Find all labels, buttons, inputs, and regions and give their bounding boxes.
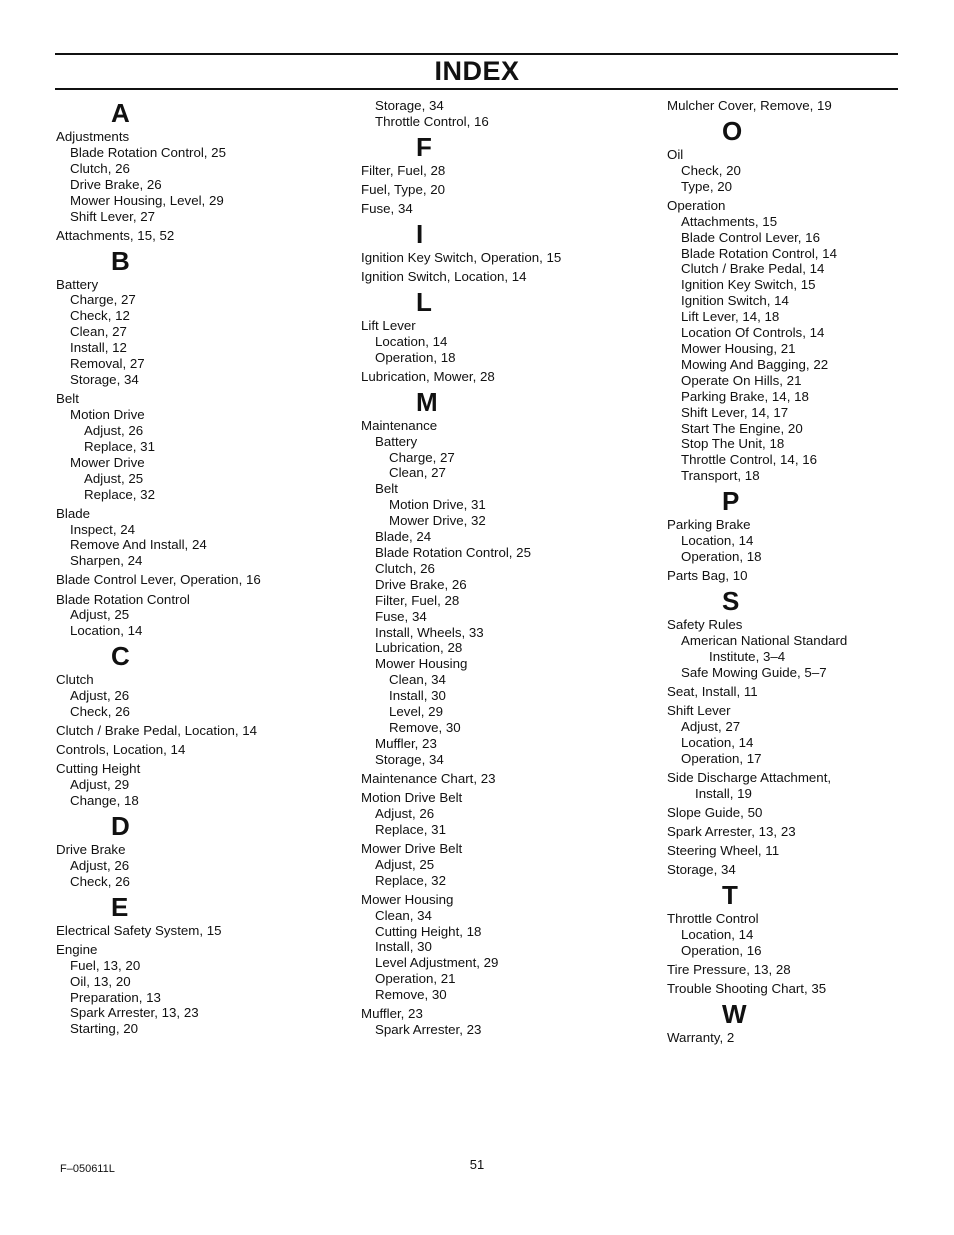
index-subentry: Adjust, 25: [70, 607, 130, 623]
index-subentry: Location, 14: [375, 333, 448, 349]
index-subentry: Install, 30: [375, 939, 432, 955]
index-subentry: Clutch, 26: [375, 560, 435, 576]
index-subentry: Clean, 27: [389, 465, 446, 481]
index-subentry: Adjust, 26: [70, 688, 130, 704]
index-subentry: Attachments, 15: [681, 213, 778, 229]
index-entry: Safety Rules: [667, 616, 743, 632]
index-subentry: Safe Mowing Guide, 5–7: [681, 664, 827, 680]
index-subentry: Check, 26: [70, 704, 130, 720]
index-entry: Spark Arrester, 13, 23: [667, 823, 796, 839]
index-subentry: Sharpen, 24: [70, 553, 143, 569]
index-letter-heading: A: [111, 98, 130, 128]
index-subentry: Throttle Control, 14, 16: [681, 452, 817, 468]
index-subentry: Clutch, 26: [70, 160, 130, 176]
index-subentry: Spark Arrester, 23: [375, 1022, 482, 1038]
index-entry: Drive Brake: [56, 842, 126, 858]
index-subentry: Start The Engine, 20: [681, 420, 803, 436]
index-subentry: Transport, 18: [681, 468, 760, 484]
index-subentry: Drive Brake, 26: [70, 176, 162, 192]
index-subentry: Drive Brake, 26: [375, 576, 467, 592]
index-subentry: Charge, 27: [389, 449, 455, 465]
index-subentry: Mower Housing, 21: [681, 340, 796, 356]
index-subentry: Install, 12: [70, 340, 127, 356]
index-subentry: Replace, 32: [375, 872, 446, 888]
index-subentry: Adjust, 26: [375, 805, 435, 821]
index-entry: Engine: [56, 941, 98, 957]
index-entry: Controls, Location, 14: [56, 742, 186, 758]
index-subentry: Adjust, 29: [70, 777, 130, 793]
index-subentry: Fuel, 13, 20: [70, 957, 141, 973]
index-subentry: Mower Housing: [375, 656, 468, 672]
index-subentry: Oil, 13, 20: [70, 973, 131, 989]
index-column-2: [361, 98, 646, 1038]
index-subentry: Install, 30: [389, 688, 446, 704]
index-entry: Ignition Key Switch, Operation, 15: [361, 249, 562, 265]
document-code: F–050611L: [60, 1163, 115, 1175]
index-letter-heading: F: [416, 131, 432, 162]
index-entry: Clutch / Brake Pedal, Location, 14: [56, 723, 258, 739]
index-entry: Lubrication, Mower, 28: [361, 368, 495, 384]
index-subentry: Shift Lever, 27: [70, 208, 156, 224]
index-entry: Side Discharge Attachment,: [667, 769, 832, 785]
index-entry: Ignition Switch, Location, 14: [361, 269, 527, 284]
index-subentry: Starting, 20: [70, 1021, 139, 1037]
index-entry: Parking Brake: [667, 517, 751, 533]
index-subentry: Clean, 34: [389, 672, 446, 688]
index-letter-heading: I: [416, 218, 424, 249]
index-subentry: Motion Drive, 31: [389, 497, 486, 513]
index-subentry: Clutch / Brake Pedal, 14: [681, 261, 825, 277]
index-entry: Adjustments: [56, 129, 130, 144]
index-subentry: Location, 14: [681, 734, 754, 750]
index-subentry: Level Adjustment, 29: [375, 955, 499, 971]
index-subentry: Lift Lever, 14, 18: [681, 309, 780, 325]
index-subentry: Adjust, 26: [70, 857, 130, 873]
index-letter-heading: S: [722, 585, 740, 616]
index-subentry: Operation, 17: [681, 750, 762, 766]
index-entry: Clutch: [56, 672, 94, 688]
index-subentry: Replace, 32: [84, 486, 155, 502]
index-entry: Belt: [56, 391, 79, 407]
index-entry: Filter, Fuel, 28: [361, 162, 446, 178]
index-entry: Trouble Shooting Chart, 35: [667, 980, 827, 996]
index-entry: Storage, 34: [667, 861, 736, 877]
index-subentry: Removal, 27: [70, 356, 145, 372]
index-subentry: Storage, 34: [375, 98, 444, 113]
index-subentry: Clean, 34: [375, 907, 432, 923]
index-subentry: Blade Rotation Control, 14: [681, 245, 837, 261]
index-letter-heading: B: [111, 245, 130, 276]
title-rule: [55, 88, 898, 90]
index-subentry: Replace, 31: [84, 438, 155, 454]
index-subentry: Muffler, 23: [375, 735, 437, 751]
index-entry: Battery: [56, 276, 99, 292]
index-letter-heading: E: [111, 891, 129, 922]
index-letter-heading: T: [722, 879, 738, 910]
index-entry: Mower Drive Belt: [361, 840, 463, 856]
index-subentry: Clean, 27: [70, 324, 127, 340]
index-subentry: Mower Drive: [70, 454, 145, 470]
index-letter-heading: W: [722, 998, 747, 1029]
index-subentry: Check, 26: [70, 873, 130, 889]
index-entry: Warranty, 2: [667, 1029, 735, 1045]
index-subentry: Preparation, 13: [70, 989, 161, 1005]
page-number: 51: [469, 1157, 485, 1172]
index-subentry: Blade, 24: [375, 529, 432, 545]
index-subentry: Lubrication, 28: [375, 640, 463, 656]
index-subentry: Filter, Fuel, 28: [375, 592, 460, 608]
index-subentry: Location, 14: [70, 623, 143, 639]
index-letter-heading: P: [722, 486, 740, 517]
index-subentry: Adjust, 25: [84, 470, 144, 486]
index-subentry: Change, 18: [70, 793, 139, 809]
index-subentry: Install, 19: [695, 785, 752, 801]
index-entry: Oil: [667, 146, 684, 162]
index-subentry: Cutting Height, 18: [375, 923, 482, 939]
index-letter-heading: O: [722, 115, 743, 146]
index-entry: Attachments, 15, 52: [56, 227, 175, 243]
index-entry: Shift Lever: [667, 702, 731, 718]
index-subentry: Ignition Key Switch, 15: [681, 277, 816, 293]
index-subentry: Mower Housing, Level, 29: [70, 192, 224, 208]
index-subentry: Check, 12: [70, 308, 130, 324]
index-subentry: Stop The Unit, 18: [681, 436, 785, 452]
index-subentry: Location, 14: [681, 533, 754, 549]
index-entry: Muffler, 23: [361, 1006, 423, 1022]
index-subentry: Motion Drive: [70, 406, 145, 422]
index-letter-heading: L: [416, 286, 432, 317]
index-subentry: Operation, 18: [681, 548, 762, 564]
index-subentry: Level, 29: [389, 704, 443, 720]
page-title: INDEX: [434, 56, 520, 86]
index-subentry: Storage, 34: [375, 751, 444, 767]
index-subentry: Storage, 34: [70, 371, 139, 387]
index-subentry: Institute, 3–4: [709, 648, 786, 664]
index-subentry: Location, 14: [681, 926, 754, 942]
index-entry: Fuse, 34: [361, 201, 413, 216]
index-subentry: Adjust, 27: [681, 718, 741, 734]
index-letter-heading: C: [111, 641, 130, 672]
index-subentry: Mower Drive, 32: [389, 513, 486, 529]
index-subentry: Operation, 16: [681, 942, 762, 958]
index-column-1: [56, 96, 341, 1037]
index-entry: Lift Lever: [361, 317, 416, 333]
index-subentry: Blade Rotation Control, 25: [375, 544, 531, 560]
index-subentry: Remove And Install, 24: [70, 537, 207, 553]
index-subentry: Parking Brake, 14, 18: [681, 388, 809, 404]
index-entry: Tire Pressure, 13, 28: [667, 961, 791, 977]
index-entry: Blade Rotation Control: [56, 591, 190, 607]
index-entry: Electrical Safety System, 15: [56, 922, 222, 938]
index-subentry: Check, 20: [681, 162, 741, 178]
index-entry: Motion Drive Belt: [361, 789, 463, 805]
index-subentry: Remove, 30: [389, 719, 461, 735]
index-entry: Operation: [667, 197, 726, 213]
index-subentry: Charge, 27: [70, 292, 136, 308]
index-entry: Blade: [56, 505, 91, 521]
index-column-3: [667, 98, 952, 1046]
index-subentry: Operation, 21: [375, 971, 456, 987]
index-subentry: Ignition Switch, 14: [681, 293, 789, 309]
index-subentry: Blade Control Lever, 16: [681, 229, 820, 245]
index-entry: Fuel, Type, 20: [361, 181, 446, 197]
index-entry: Cutting Height: [56, 761, 141, 777]
index-subentry: Inspect, 24: [70, 521, 136, 537]
index-subentry: Operation, 18: [375, 349, 456, 365]
index-entry: Steering Wheel, 11: [667, 842, 780, 858]
index-entry: Blade Control Lever, Operation, 16: [56, 572, 261, 588]
index-entry: Mower Housing: [361, 891, 454, 907]
index-subentry: Location Of Controls, 14: [681, 325, 825, 341]
index-subentry: Install, Wheels, 33: [375, 624, 484, 640]
index-subentry: Throttle Control, 16: [375, 113, 489, 129]
index-entry: Slope Guide, 50: [667, 804, 763, 820]
index-entry: Maintenance Chart, 23: [361, 770, 496, 786]
index-subentry: Blade Rotation Control, 25: [70, 144, 226, 160]
index-subentry: Shift Lever, 14, 17: [681, 404, 789, 420]
index-subentry: Remove, 30: [375, 987, 447, 1003]
index-subentry: Replace, 31: [375, 821, 446, 837]
index-subentry: Spark Arrester, 13, 23: [70, 1005, 199, 1021]
index-letter-heading: M: [416, 386, 438, 417]
index-subentry: Adjust, 26: [84, 422, 144, 438]
index-subentry: Belt: [375, 481, 398, 497]
index-subentry: Operate On Hills, 21: [681, 372, 802, 388]
index-subentry: Adjust, 25: [375, 856, 435, 872]
index-subentry: Battery: [375, 433, 418, 449]
index-entry: Mulcher Cover, Remove, 19: [667, 98, 832, 113]
index-entry: Maintenance: [361, 417, 438, 433]
index-entry: Seat, Install, 11: [667, 683, 758, 699]
index-subentry: Mowing And Bagging, 22: [681, 356, 829, 372]
index-entry: Parts Bag, 10: [667, 568, 748, 584]
index-subentry: American National Standard: [681, 632, 848, 648]
index-subentry: Fuse, 34: [375, 608, 427, 624]
index-subentry: Type, 20: [681, 178, 733, 194]
index-entry: Throttle Control: [667, 910, 759, 926]
index-letter-heading: D: [111, 811, 130, 842]
